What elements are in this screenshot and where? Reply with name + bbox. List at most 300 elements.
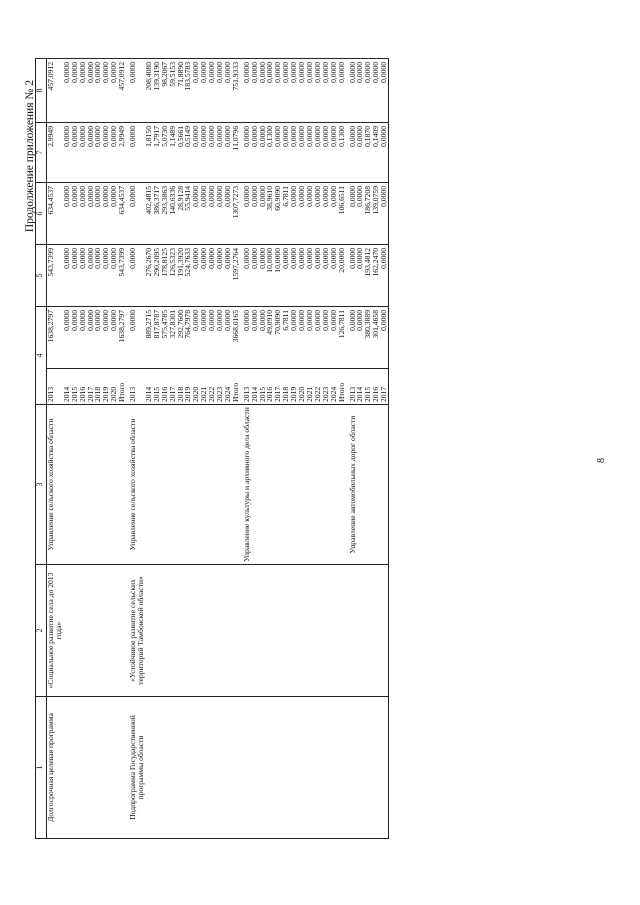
empty-cell — [71, 405, 79, 565]
empty-cell — [184, 565, 192, 697]
year-cell: 2024 — [330, 369, 338, 405]
empty-cell — [338, 697, 346, 839]
empty-cell — [322, 697, 330, 839]
value-cell: 0,0000 — [192, 307, 200, 369]
empty-cell — [94, 565, 102, 697]
value-cell: 0,0000 — [380, 123, 388, 183]
value-cell: 106,6511 — [338, 183, 346, 245]
value-cell: 0,0000 — [306, 245, 314, 307]
value-cell: 0,0000 — [216, 307, 224, 369]
value-cell: 402,4815 — [145, 183, 153, 245]
empty-cell — [200, 565, 208, 697]
empty-cell — [153, 565, 161, 697]
table-row — [372, 59, 380, 839]
table-row — [184, 59, 192, 839]
year-cell: 2017 — [87, 369, 95, 405]
empty-cell — [306, 565, 314, 697]
empty-cell — [145, 565, 153, 697]
empty-cell — [184, 697, 192, 839]
empty-cell — [184, 405, 192, 565]
value-cell: 139,3190 — [153, 59, 161, 123]
empty-cell — [259, 405, 267, 565]
value-cell: 0,0000 — [330, 307, 338, 369]
value-cell: 0,0000 — [71, 123, 79, 183]
empty-cell — [356, 405, 364, 565]
empty-cell — [306, 697, 314, 839]
value-cell: 0,0000 — [290, 123, 298, 183]
value-cell: 10,0000 — [274, 245, 282, 307]
value-cell: 0,0000 — [79, 59, 87, 123]
value-cell: 0,0000 — [224, 59, 232, 123]
value-cell: 0,0000 — [298, 245, 306, 307]
value-cell: 0,0000 — [126, 245, 145, 307]
table-row — [266, 59, 274, 839]
value-cell: 0,0000 — [330, 123, 338, 183]
program-type-cell: Долгосрочная целевая программа — [47, 697, 63, 839]
empty-cell — [372, 697, 380, 839]
value-cell: 0,0000 — [356, 59, 364, 123]
table-row — [126, 59, 145, 839]
value-cell: 0,0000 — [208, 123, 216, 183]
header-cell: 5 — [36, 245, 47, 307]
empty-cell — [380, 565, 388, 697]
empty-cell — [364, 405, 372, 565]
table-row — [322, 59, 330, 839]
value-cell: 0,0000 — [356, 245, 364, 307]
value-cell: 0,0000 — [306, 59, 314, 123]
value-cell: 0,0000 — [290, 183, 298, 245]
value-cell: 0,0000 — [126, 59, 145, 123]
table-row — [306, 59, 314, 839]
value-cell: 0,5149 — [184, 123, 192, 183]
value-cell: 0,0000 — [79, 245, 87, 307]
empty-cell — [372, 565, 380, 697]
year-cell: 2020 — [192, 369, 200, 405]
value-cell: 0,0000 — [380, 183, 388, 245]
value-cell: 0,0000 — [322, 245, 330, 307]
value-cell: 0,1300 — [338, 123, 346, 183]
empty-cell — [177, 405, 185, 565]
value-cell: 0,0000 — [94, 307, 102, 369]
value-cell: 0,0000 — [94, 59, 102, 123]
value-cell: 6,7811 — [282, 307, 290, 369]
value-cell: 2,9949 — [118, 123, 126, 183]
year-cell: 2022 — [208, 369, 216, 405]
table-row — [192, 59, 200, 839]
value-cell: 0,0000 — [259, 245, 267, 307]
value-cell: 0,0000 — [110, 307, 118, 369]
table-row — [224, 59, 232, 839]
value-cell: 0,0000 — [71, 245, 79, 307]
value-cell: 0,0000 — [192, 183, 200, 245]
empty-cell — [63, 565, 71, 697]
empty-cell — [145, 697, 153, 839]
value-cell: 59,5153 — [169, 59, 177, 123]
value-cell: 55,9414 — [184, 183, 192, 245]
value-cell: 0,0000 — [282, 59, 290, 123]
value-cell: 5,0730 — [161, 123, 169, 183]
empty-cell — [322, 565, 330, 697]
value-cell: 0,0000 — [224, 245, 232, 307]
empty-cell — [259, 697, 267, 839]
empty-cell — [200, 405, 208, 565]
year-cell: 2016 — [161, 369, 169, 405]
value-cell: 0,0000 — [216, 183, 224, 245]
year-cell: 2014 — [251, 369, 259, 405]
table-row — [153, 59, 161, 839]
value-cell: 0,0000 — [208, 245, 216, 307]
value-cell: 28,9128 — [177, 183, 185, 245]
value-cell: 0,0000 — [322, 307, 330, 369]
empty-cell — [232, 697, 240, 839]
empty-cell — [338, 405, 346, 565]
value-cell: 0,0000 — [251, 123, 259, 183]
value-cell: 0,0000 — [126, 123, 145, 183]
empty-cell — [177, 565, 185, 697]
header-cell: 7 — [36, 123, 47, 183]
table-row — [216, 59, 224, 839]
value-cell: 0,0000 — [314, 123, 322, 183]
empty-cell — [330, 697, 338, 839]
empty-cell — [192, 405, 200, 565]
empty-cell — [251, 565, 259, 697]
value-cell: 0,0000 — [322, 183, 330, 245]
empty-cell — [94, 697, 102, 839]
value-cell: 292,7600 — [177, 307, 185, 369]
empty-cell — [356, 697, 364, 839]
value-cell: 60,9090 — [274, 183, 282, 245]
value-cell: 0,1300 — [266, 123, 274, 183]
program-type-cell — [346, 697, 357, 839]
table-row — [290, 59, 298, 839]
value-cell: 0,5661 — [177, 123, 185, 183]
empty-cell — [356, 565, 364, 697]
value-cell: 3668,0165 — [232, 307, 240, 369]
table-row — [364, 59, 372, 839]
empty-cell — [224, 697, 232, 839]
year-cell: 2017 — [274, 369, 282, 405]
year-cell: 2014 — [145, 369, 153, 405]
value-cell: 0,0000 — [356, 123, 364, 183]
empty-cell — [298, 697, 306, 839]
running-header: Продолжение приложения № 2 — [24, 80, 36, 233]
year-cell: 2020 — [110, 369, 118, 405]
value-cell: 0,0000 — [94, 123, 102, 183]
value-cell: 543,7399 — [47, 245, 63, 307]
table-row — [71, 59, 79, 839]
value-cell: 889,2715 — [145, 307, 153, 369]
table-row — [298, 59, 306, 839]
empty-cell — [118, 405, 126, 565]
value-cell: 0,0000 — [346, 183, 357, 245]
table-row — [356, 59, 364, 839]
empty-cell — [290, 405, 298, 565]
value-cell: 1597,2764 — [232, 245, 240, 307]
value-cell: 0,0000 — [87, 183, 95, 245]
program-name-cell: «Устойчивое развитие сельских территорий Тамбовской области» — [126, 565, 145, 697]
value-cell: 0,0000 — [306, 307, 314, 369]
value-cell: 0,0000 — [71, 307, 79, 369]
value-cell: 0,0000 — [346, 307, 357, 369]
empty-cell — [87, 565, 95, 697]
value-cell: 634,4537 — [118, 183, 126, 245]
table-row — [94, 59, 102, 839]
table-row — [102, 59, 110, 839]
year-cell: 2021 — [200, 369, 208, 405]
empty-cell — [102, 697, 110, 839]
empty-cell — [71, 565, 79, 697]
executor-cell: Управление сельского хозяйства области — [47, 405, 63, 565]
value-cell: 0,0000 — [87, 123, 95, 183]
value-cell: 0,0000 — [224, 307, 232, 369]
empty-cell — [216, 405, 224, 565]
year-cell: 2013 — [47, 369, 63, 405]
value-cell: 0,0000 — [63, 59, 71, 123]
value-cell: 0,0000 — [314, 245, 322, 307]
year-cell: 2019 — [184, 369, 192, 405]
value-cell: 0,0000 — [251, 59, 259, 123]
value-cell: 524,7633 — [184, 245, 192, 307]
empty-cell — [266, 405, 274, 565]
value-cell: 98,2067 — [161, 59, 169, 123]
empty-cell — [87, 405, 95, 565]
empty-cell — [153, 697, 161, 839]
value-cell: 0,0000 — [290, 307, 298, 369]
year-cell: 2022 — [314, 369, 322, 405]
value-cell: 0,0000 — [224, 183, 232, 245]
value-cell: 290,2095 — [153, 245, 161, 307]
empty-cell — [330, 565, 338, 697]
value-cell: 126,7811 — [338, 307, 346, 369]
executor-cell: Управление сельского хозяйства области — [126, 405, 145, 565]
table-row — [208, 59, 216, 839]
value-cell: 0,0000 — [192, 59, 200, 123]
year-cell: Итого — [338, 369, 346, 405]
value-cell: 0,0000 — [208, 307, 216, 369]
value-cell: 1,1489 — [169, 123, 177, 183]
header-cell: 8 — [36, 59, 47, 123]
empty-cell — [79, 697, 87, 839]
empty-cell — [63, 697, 71, 839]
empty-cell — [290, 697, 298, 839]
empty-cell — [102, 405, 110, 565]
empty-cell — [224, 405, 232, 565]
value-cell: 293,3863 — [161, 183, 169, 245]
table-row — [177, 59, 185, 839]
table-row — [47, 59, 63, 839]
table-row — [274, 59, 282, 839]
value-cell: 0,0000 — [200, 183, 208, 245]
value-cell: 0,0000 — [314, 307, 322, 369]
empty-cell — [192, 697, 200, 839]
value-cell: 0,0000 — [346, 123, 357, 183]
value-cell: 0,0000 — [200, 59, 208, 123]
value-cell: 0,0000 — [356, 183, 364, 245]
empty-cell — [63, 405, 71, 565]
empty-cell — [110, 697, 118, 839]
year-cell: 2018 — [282, 369, 290, 405]
year-cell: 2014 — [63, 369, 71, 405]
program-name-cell — [346, 565, 357, 697]
value-cell: 0,0000 — [330, 183, 338, 245]
value-cell: 126,5323 — [169, 245, 177, 307]
empty-cell — [153, 405, 161, 565]
value-cell: 0,0000 — [380, 59, 388, 123]
value-cell: 0,0000 — [126, 307, 145, 369]
table-row — [161, 59, 169, 839]
program-type-cell: Подпрограмма Государственной программы области — [126, 697, 145, 839]
empty-cell — [266, 565, 274, 697]
year-cell: 2014 — [356, 369, 364, 405]
value-cell: 0,0000 — [364, 59, 372, 123]
value-cell: 817,8787 — [153, 307, 161, 369]
value-cell: 0,0000 — [102, 183, 110, 245]
value-cell: 301,4658 — [372, 307, 380, 369]
empty-cell — [290, 565, 298, 697]
year-cell: 2020 — [298, 369, 306, 405]
value-cell: 0,0000 — [380, 307, 388, 369]
table-body — [47, 59, 389, 839]
value-cell: 0,0000 — [94, 245, 102, 307]
header-cell: 1 — [36, 697, 47, 839]
value-cell: 0,0000 — [208, 183, 216, 245]
empty-cell — [322, 405, 330, 565]
value-cell: 191,3920 — [177, 245, 185, 307]
empty-cell — [216, 697, 224, 839]
value-cell: 457,0912 — [118, 59, 126, 123]
value-cell: 0,0000 — [94, 183, 102, 245]
empty-cell — [282, 697, 290, 839]
program-name-cell — [240, 565, 251, 697]
value-cell: 0,0000 — [110, 59, 118, 123]
empty-cell — [314, 565, 322, 697]
empty-cell — [274, 697, 282, 839]
value-cell: 0,0000 — [380, 245, 388, 307]
empty-cell — [314, 405, 322, 565]
empty-cell — [87, 697, 95, 839]
value-cell: 0,0000 — [282, 245, 290, 307]
value-cell: 0,0000 — [110, 245, 118, 307]
value-cell: 0,0000 — [79, 183, 87, 245]
empty-cell — [298, 565, 306, 697]
table-row — [118, 59, 126, 839]
value-cell: 0,0000 — [298, 183, 306, 245]
value-cell: 0,0000 — [79, 307, 87, 369]
value-cell: 0,0000 — [63, 307, 71, 369]
table-row — [110, 59, 118, 839]
value-cell: 1307,7273 — [232, 183, 240, 245]
value-cell: 0,1409 — [372, 123, 380, 183]
table-row — [282, 59, 290, 839]
year-cell: 2013 — [346, 369, 357, 405]
value-cell: 386,3717 — [153, 183, 161, 245]
header-cell: 4 — [36, 307, 47, 405]
empty-cell — [314, 697, 322, 839]
empty-cell — [364, 697, 372, 839]
value-cell: 0,0000 — [208, 59, 216, 123]
empty-cell — [282, 405, 290, 565]
value-cell: 0,0000 — [240, 183, 251, 245]
empty-cell — [71, 697, 79, 839]
table-row — [63, 59, 71, 839]
table-row — [338, 59, 346, 839]
value-cell: 0,0000 — [102, 59, 110, 123]
value-cell: 0,0000 — [306, 183, 314, 245]
empty-cell — [266, 697, 274, 839]
value-cell: 0,0000 — [251, 183, 259, 245]
year-cell: 2015 — [364, 369, 372, 405]
value-cell: 0,0000 — [102, 123, 110, 183]
empty-cell — [232, 405, 240, 565]
year-cell: 2015 — [153, 369, 161, 405]
year-cell: 2016 — [372, 369, 380, 405]
empty-cell — [110, 565, 118, 697]
value-cell: 10,0000 — [266, 245, 274, 307]
year-cell: 2015 — [71, 369, 79, 405]
value-cell: 0,0000 — [126, 183, 145, 245]
value-cell: 139,0759 — [372, 183, 380, 245]
empty-cell — [118, 565, 126, 697]
value-cell: 0,0000 — [200, 123, 208, 183]
year-cell: Итого — [232, 369, 240, 405]
value-cell: 178,8125 — [161, 245, 169, 307]
value-cell: 1,8150 — [145, 123, 153, 183]
value-cell: 0,0000 — [346, 245, 357, 307]
value-cell: 0,0000 — [63, 245, 71, 307]
table-row — [200, 59, 208, 839]
value-cell: 0,0000 — [259, 59, 267, 123]
value-cell: 457,0912 — [47, 59, 63, 123]
empty-cell — [380, 405, 388, 565]
table-row — [169, 59, 177, 839]
empty-cell — [224, 565, 232, 697]
program-name-cell: «Социальное развитие села до 2013 года» — [47, 565, 63, 697]
value-cell: 0,0000 — [330, 59, 338, 123]
empty-cell — [161, 405, 169, 565]
value-cell: 1,7917 — [153, 123, 161, 183]
empty-cell — [330, 405, 338, 565]
empty-cell — [94, 405, 102, 565]
empty-cell — [208, 697, 216, 839]
value-cell: 0,0000 — [102, 307, 110, 369]
value-cell: 0,0000 — [71, 59, 79, 123]
value-cell: 0,0000 — [274, 123, 282, 183]
table-row — [346, 59, 357, 839]
year-cell: 2013 — [240, 369, 251, 405]
value-cell: 0,0000 — [251, 245, 259, 307]
value-cell: 0,0000 — [298, 307, 306, 369]
value-cell: 1638,2797 — [118, 307, 126, 369]
value-cell: 575,4785 — [161, 307, 169, 369]
value-cell: 0,0000 — [110, 183, 118, 245]
value-cell: 2,9949 — [47, 123, 63, 183]
executor-cell: Управление культуры и архивного дела области — [240, 405, 251, 565]
year-cell: 2016 — [79, 369, 87, 405]
value-cell: 140,6336 — [169, 183, 177, 245]
empty-cell — [216, 565, 224, 697]
value-cell: 0,0000 — [356, 307, 364, 369]
table-row — [259, 59, 267, 839]
header-cell: 2 — [36, 565, 47, 697]
value-cell: 0,0000 — [87, 245, 95, 307]
empty-cell — [259, 565, 267, 697]
value-cell: 0,0000 — [71, 183, 79, 245]
value-cell: 0,0000 — [63, 123, 71, 183]
empty-cell — [306, 405, 314, 565]
value-cell: 0,0000 — [322, 59, 330, 123]
empty-cell — [251, 697, 259, 839]
appendix-table — [35, 58, 389, 839]
